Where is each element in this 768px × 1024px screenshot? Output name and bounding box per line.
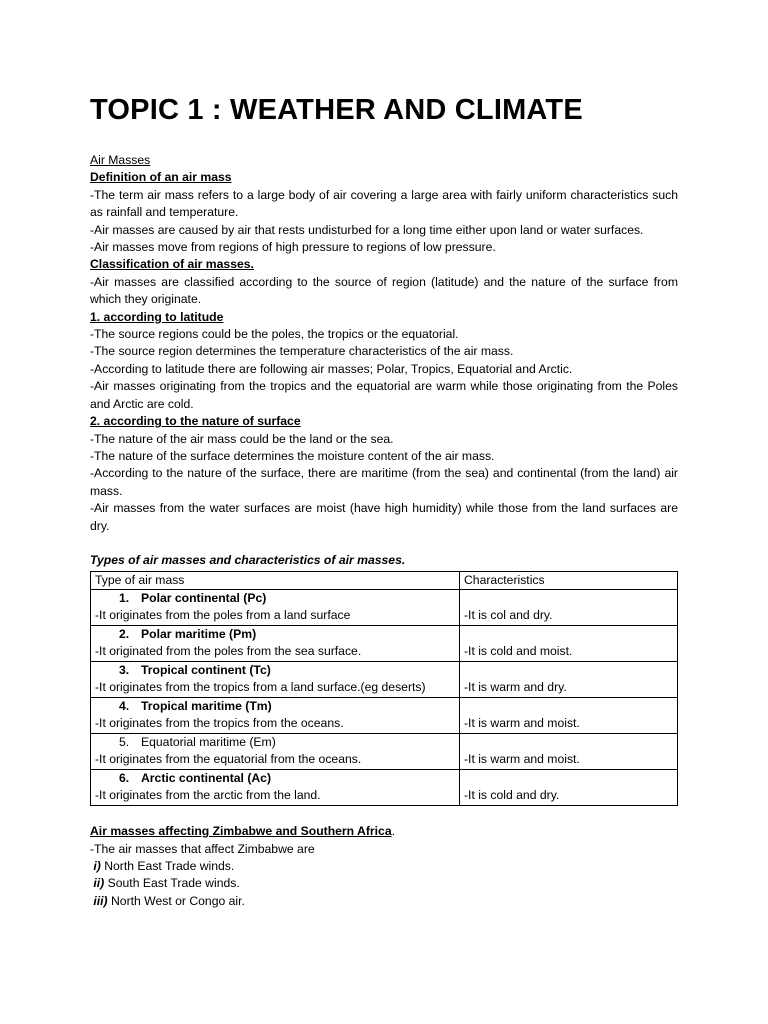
row-number: 4. <box>119 698 130 713</box>
air-mass-name: Tropical continent (Tc) <box>141 662 271 677</box>
table-header-characteristics: Characteristics <box>460 571 678 589</box>
characteristics-text: -It is cold and dry. <box>464 788 560 803</box>
air-mass-name: Polar continental (Pc) <box>141 590 267 605</box>
list-item-text: North East Trade winds. <box>100 858 235 873</box>
characteristics-cell <box>460 733 678 769</box>
list-marker: i) <box>93 858 101 873</box>
type-cell <box>91 661 460 697</box>
latitude-line: -Air masses originating from the tropics and the equatorial are warm while those originating from the Poles and Arctic are cold. <box>90 379 678 411</box>
surface-heading: 2. according to the nature of surface <box>90 414 301 429</box>
definition-line: -Air masses are caused by air that rests undisturbed for a long time either upon land or water surfaces. <box>90 222 644 237</box>
list-marker: iii) <box>93 893 108 908</box>
characteristics-cell <box>460 697 678 733</box>
list-item <box>90 875 678 892</box>
list-item <box>90 893 678 910</box>
characteristics-cell <box>460 625 678 661</box>
type-cell <box>91 733 460 769</box>
type-cell <box>91 697 460 733</box>
surface-line: -According to the nature of the surface, there are maritime (from the sea) and continental (from the land) air mass. <box>90 466 678 498</box>
air-mass-name: Polar maritime (Pm) <box>141 626 257 641</box>
classification-heading: Classification of air masses. <box>90 257 254 272</box>
zimbabwe-intro: -The air masses that affect Zimbabwe are <box>90 841 315 856</box>
characteristics-text: -It is col and dry. <box>464 608 553 623</box>
air-mass-name: Arctic continental (Ac) <box>141 770 272 785</box>
type-cell <box>91 589 460 625</box>
document-body <box>90 152 678 910</box>
table-row <box>91 589 678 625</box>
table-row <box>91 697 678 733</box>
air-mass-description: -It originates from the equatorial from the oceans. <box>95 752 362 767</box>
table-row <box>91 661 678 697</box>
definition-line: -Air masses move from regions of high pressure to regions of low pressure. <box>90 240 496 255</box>
characteristics-cell <box>460 769 678 805</box>
table-row <box>91 769 678 805</box>
air-mass-description: -It originated from the poles from the sea surface. <box>95 644 362 659</box>
list-item-text: South East Trade winds. <box>104 876 240 891</box>
list-marker: ii) <box>93 876 105 891</box>
air-mass-description: -It originates from the tropics from the oceans. <box>95 716 344 731</box>
definition-line: -The term air mass refers to a large body of air covering a large area with fairly uniform characteristics such as rainfall and temperature. <box>90 187 678 220</box>
table-title: Types of air masses and characteristics of air masses. <box>90 553 406 568</box>
table-row <box>91 733 678 769</box>
row-number: 2. <box>119 626 130 641</box>
table-row <box>91 625 678 661</box>
characteristics-text: -It is warm and moist. <box>464 716 580 731</box>
air-mass-description: -It originates from the poles from a land surface <box>95 608 351 623</box>
latitude-line: -According to latitude there are following air masses; Polar, Tropics, Equatorial and Arctic. <box>90 361 573 376</box>
characteristics-text: -It is warm and dry. <box>464 680 567 695</box>
latitude-line: -The source regions could be the poles, the tropics or the equatorial. <box>90 327 459 342</box>
page-title: TOPIC 1 : WEATHER AND CLIMATE <box>90 94 583 126</box>
characteristics-cell <box>460 661 678 697</box>
air-mass-table <box>90 571 678 806</box>
zimbabwe-heading: Air masses affecting Zimbabwe and Southern Africa <box>90 824 392 839</box>
row-number: 3. <box>119 662 130 677</box>
row-number: 1. <box>119 590 130 605</box>
zimbabwe-heading-suffix: . <box>391 824 395 839</box>
table-header-row <box>91 571 678 589</box>
air-mass-name: Tropical maritime (Tm) <box>141 698 272 713</box>
row-number: 6. <box>119 770 130 785</box>
characteristics-text: -It is cold and moist. <box>464 644 573 659</box>
surface-line: -Air masses from the water surfaces are moist (have high humidity) while those from the land surfaces are dry. <box>90 501 678 533</box>
type-cell <box>91 769 460 805</box>
list-item-text: North West or Congo air. <box>107 893 245 908</box>
definition-heading: Definition of an air mass <box>90 170 232 185</box>
latitude-line: -The source region determines the temperature characteristics of the air mass. <box>90 344 514 359</box>
characteristics-text: -It is warm and moist. <box>464 752 580 767</box>
type-cell <box>91 625 460 661</box>
latitude-heading: 1. according to latitude <box>90 309 224 324</box>
surface-line: -The nature of the air mass could be the land or the sea. <box>90 431 394 446</box>
table-header-type: Type of air mass <box>91 571 460 589</box>
air-mass-description: -It originates from the tropics from a land surface.(eg deserts) <box>95 680 426 695</box>
air-mass-description: -It originates from the arctic from the land. <box>95 788 321 803</box>
surface-line: -The nature of the surface determines the moisture content of the air mass. <box>90 448 495 463</box>
classification-intro: -Air masses are classified according to the source of region (latitude) and the nature of the surface from which they originate. <box>90 274 678 307</box>
characteristics-cell <box>460 589 678 625</box>
row-number: 5. <box>119 734 130 749</box>
list-item <box>90 858 678 875</box>
air-mass-name: Equatorial maritime (Em) <box>141 734 276 749</box>
section-heading-air-masses: Air Masses <box>90 153 151 167</box>
